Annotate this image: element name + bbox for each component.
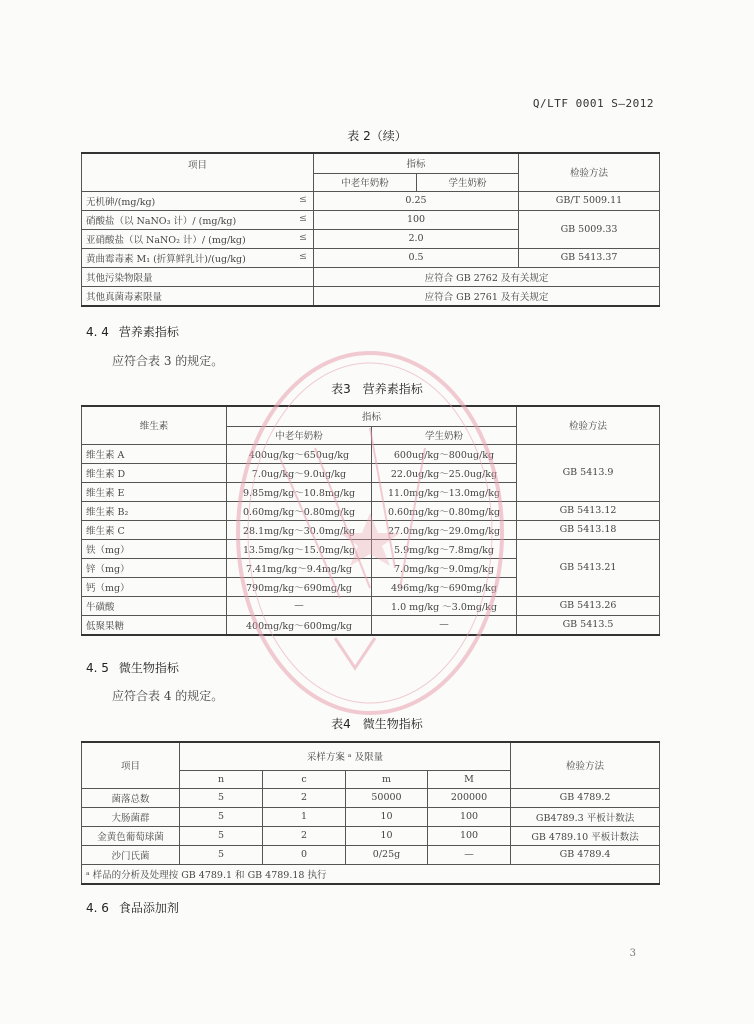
table4-footnote: ᵃ 样品的分析及处理按 GB 4789.1 和 GB 4789.18 执行 xyxy=(82,864,660,884)
table3-row-student: 1.0 mg/kg ～3.0mg/kg xyxy=(372,596,517,615)
table3-row-method: GB 5413.5 xyxy=(517,615,660,635)
section-heading-4-4: 4. 4 营养素指标 xyxy=(86,325,179,339)
table3-subheader-elderly: 中老年奶粉 xyxy=(227,426,372,444)
table2-row-item: 无机砷/(mg/kg) ≤ xyxy=(82,191,314,210)
table4-row-item: 大肠菌群 xyxy=(82,807,180,826)
table2 xyxy=(81,152,660,307)
table2-row-value: 应符合 GB 2762 及有关规定 xyxy=(314,267,660,286)
table2-subheader-student: 学生奶粉 xyxy=(417,173,519,191)
table4-row-method: GB 4789.10 平板计数法 xyxy=(511,826,660,845)
table4-row-m: 10 xyxy=(346,807,428,826)
table3-row-method: GB 5413.26 xyxy=(517,596,660,615)
table3-row-student: 11.0mg/kg～13.0mg/kg xyxy=(372,482,517,501)
table3-row-item: 锌（mg） xyxy=(82,558,227,577)
table4-row-c: 2 xyxy=(263,788,346,807)
table3-row-item: 低聚果糖 xyxy=(82,615,227,635)
table3-row-elderly: — xyxy=(227,596,372,615)
table2-row-item: 其他污染物限量 xyxy=(82,267,314,286)
table3-row-student: 5.9mg/kg～7.8mg/kg xyxy=(372,539,517,558)
table4-row-method: GB 4789.2 xyxy=(511,788,660,807)
table2-row-method: GB 5413.37 xyxy=(519,248,660,267)
table4-subheader-n: n xyxy=(180,770,263,788)
table3-row-elderly: 13.5mg/kg～15.0mg/kg xyxy=(227,539,372,558)
table4-row-M: — xyxy=(428,845,511,864)
table2-header-method: 检验方法 xyxy=(519,153,660,191)
table3-row-item: 维生素 C xyxy=(82,520,227,539)
table4-header-plan: 采样方案 ᵃ 及限量 xyxy=(180,742,511,770)
section-heading-4-6: 4. 6 食品添加剂 xyxy=(86,901,179,915)
table2-row-item: 其他真菌毒素限量 xyxy=(82,286,314,306)
table3-row-elderly: 790mg/kg～690mg/kg xyxy=(227,577,372,596)
table3-row-item: 维生素 E xyxy=(82,482,227,501)
table2-row-value: 100 xyxy=(314,210,519,229)
table4-row-method: GB 4789.4 xyxy=(511,845,660,864)
table3-row-elderly: 28.1mg/kg～30.0mg/kg xyxy=(227,520,372,539)
table2-row-value: 应符合 GB 2761 及有关规定 xyxy=(314,286,660,306)
table3-row-method: GB 5413.12 xyxy=(517,501,660,520)
table2-row-item: 硝酸盐（以 NaNO₃ 计）/ (mg/kg) ≤ xyxy=(82,210,314,229)
table3-row-student: 600ug/kg～800ug/kg xyxy=(372,444,517,463)
table2-subheader-elderly: 中老年奶粉 xyxy=(314,173,417,191)
table2-header-item: 项目 xyxy=(82,153,314,191)
table4-row-M: 100 xyxy=(428,826,511,845)
table4-row-n: 5 xyxy=(180,807,263,826)
table3-row-elderly: 0.60mg/kg～0.80mg/kg xyxy=(227,501,372,520)
table4-row-c: 1 xyxy=(263,807,346,826)
table3-row-method: GB 5413.9 xyxy=(517,444,660,501)
table4-row-item: 金黄色葡萄球菌 xyxy=(82,826,180,845)
table4-row-M: 100 xyxy=(428,807,511,826)
table3-row-elderly: 7.0ug/kg～9.0ug/kg xyxy=(227,463,372,482)
table2-row-method: GB 5009.33 xyxy=(519,210,660,248)
table4-row-n: 5 xyxy=(180,826,263,845)
table2-row-value: 0.5 xyxy=(314,248,519,267)
table3-row-method: GB 5413.18 xyxy=(517,520,660,539)
table3-row-item: 牛磺酸 xyxy=(82,596,227,615)
table4-subheader-M: M xyxy=(428,770,511,788)
table3-subheader-student: 学生奶粉 xyxy=(372,426,517,444)
table4-row-c: 2 xyxy=(263,826,346,845)
table2-row-method: GB/T 5009.11 xyxy=(519,191,660,210)
table4 xyxy=(81,741,660,885)
table3-row-item: 维生素 A xyxy=(82,444,227,463)
table3-row-item: 铁（mg） xyxy=(82,539,227,558)
table4-row-m: 10 xyxy=(346,826,428,845)
table4-row-item: 菌落总数 xyxy=(82,788,180,807)
table4-subheader-m: m xyxy=(346,770,428,788)
table3-row-elderly: 7.41mg/kg～9.4mg/kg xyxy=(227,558,372,577)
table3-row-item: 维生素 D xyxy=(82,463,227,482)
table3-header-item: 维生素 xyxy=(82,406,227,444)
table3-row-student: — xyxy=(372,615,517,635)
table2-caption: 表 2（续） xyxy=(347,129,407,143)
table3-row-elderly: 400ug/kg～650ug/kg xyxy=(227,444,372,463)
table4-row-n: 5 xyxy=(180,788,263,807)
table3-row-student: 0.60mg/kg～0.80mg/kg xyxy=(372,501,517,520)
table4-subheader-c: c xyxy=(263,770,346,788)
table4-caption: 表4 微生物指标 xyxy=(331,717,423,731)
table4-row-method: GB4789.3 平板计数法 xyxy=(511,807,660,826)
table3-caption: 表3 营养素指标 xyxy=(331,382,423,396)
section-heading-4-5: 4. 5 微生物指标 xyxy=(86,661,179,675)
table2-row-value: 2.0 xyxy=(314,229,519,248)
table3-row-elderly: 9.85mg/kg～10.8mg/kg xyxy=(227,482,372,501)
table4-row-item: 沙门氏菌 xyxy=(82,845,180,864)
section-text-4-4: 应符合表 3 的规定。 xyxy=(112,354,224,368)
table2-row-item: 黄曲霉毒素 M₁ (折算鲜乳计)/(ug/kg) ≤ xyxy=(82,248,314,267)
table3-row-student: 27.0mg/kg～29.0mg/kg xyxy=(372,520,517,539)
table3-row-method: GB 5413.21 xyxy=(517,539,660,596)
table4-row-m: 50000 xyxy=(346,788,428,807)
page-number: 3 xyxy=(629,948,636,959)
table3-header-method: 检验方法 xyxy=(517,406,660,444)
table4-row-c: 0 xyxy=(263,845,346,864)
table3-row-student: 22.0ug/kg～25.0ug/kg xyxy=(372,463,517,482)
table3-row-item: 维生素 B₂ xyxy=(82,501,227,520)
table4-header-item: 项目 xyxy=(82,742,180,788)
section-text-4-5: 应符合表 4 的规定。 xyxy=(112,689,224,703)
table3-row-elderly: 400mg/kg～600mg/kg xyxy=(227,615,372,635)
table3-row-student: 7.0mg/kg～9.0mg/kg xyxy=(372,558,517,577)
table3-row-item: 钙（mg） xyxy=(82,577,227,596)
table4-header-method: 检验方法 xyxy=(511,742,660,788)
table3-row-student: 496mg/kg～690mg/kg xyxy=(372,577,517,596)
table3-header-indicator: 指标 xyxy=(227,406,517,426)
table3 xyxy=(81,405,660,636)
table2-row-item: 亚硝酸盐（以 NaNO₂ 计）/ (mg/kg) ≤ xyxy=(82,229,314,248)
table2-header-indicator: 指标 xyxy=(314,153,519,173)
table4-row-m: 0/25g xyxy=(346,845,428,864)
table4-row-M: 200000 xyxy=(428,788,511,807)
standard-code: Q/LTF 0001 S—2012 xyxy=(532,97,654,110)
table2-row-value: 0.25 xyxy=(314,191,519,210)
table4-row-n: 5 xyxy=(180,845,263,864)
